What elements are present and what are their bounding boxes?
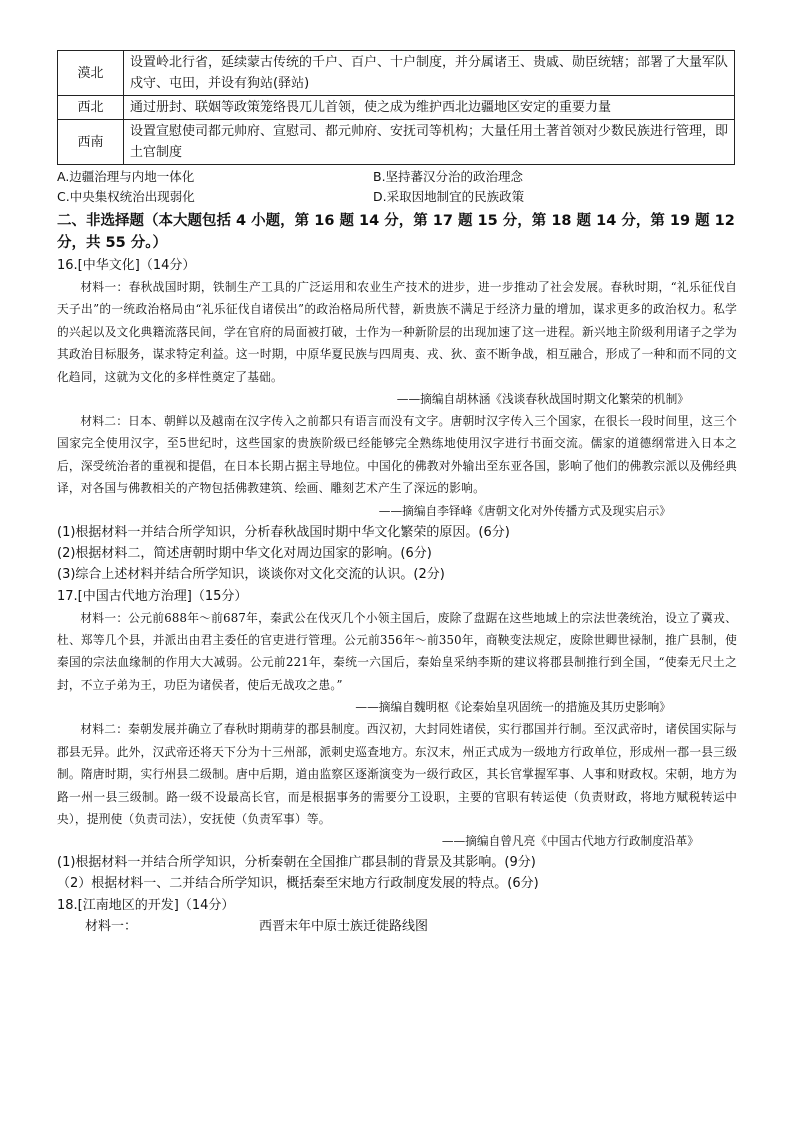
table-row: [58, 96, 735, 120]
q16-source-2: ——摘编自李铎峰《唐朝文化对外传播方式及现实启示》: [378, 503, 671, 518]
region-policy-table: [57, 50, 735, 165]
option-d: D.采取因地制宜的民族政策: [373, 189, 525, 204]
q17-material-2: 材料二：秦朝发展并确立了春秋时期萌芽的郡县制度。西汉初，大封同姓诸侯，实行郡国并行制。至汉武帝时，诸侯国实际与郡县无异。此外，汉武帝还将天下分为十三州部，派刺史巡查地方。东汉末，州正式成为一级地方行政单位，形成州一郡一县三级制。隋唐时期，实行州县二级制。唐中后期，道由监察区逐渐演变为一级行政区，其长官掌握军事、人事和财政权。宋朝，地方为路一州一县三级制。路一级不设最高长官，而是根据事务的需要分工设职，主要的官职有转运使（负责财政，将地方赋税转运中央），提刑使（负责司法），安抚使（负责军事）等。: [57, 722, 737, 826]
answer-options: [57, 167, 737, 207]
q17-subquestion-1: (1)根据材料一并结合所学知识，分析秦朝在全国推广郡县制的背景及其影响。(9分): [57, 855, 536, 871]
option-b: B.坚持蕃汉分治的政治理念: [373, 169, 524, 184]
q17-source-2: ——摘编自曾凡亮《中国古代地方行政制度沿革》: [441, 834, 699, 849]
q18-material-label: 材料一：: [85, 919, 138, 935]
table-row: [58, 51, 735, 96]
region-policy: 设置岭北行省，延续蒙古传统的千户、百户、十户制度，并分属诸王、贵戚、勋臣统辖；部署了大量军队戍守、屯田，并设有狗站(驿站): [124, 51, 735, 96]
section-heading: 二、非选择题（本大题包括 4 小题，第 16 题 14 分，第 17 题 15 分，第 18 题 14 分，第 19 题 12 分，共 55 分。）: [57, 213, 735, 251]
option-a: A.边疆治理与内地一体化: [57, 169, 195, 184]
region-name: 西北: [58, 96, 124, 120]
q17-source-1: ——摘编自魏明枢《论秦始皇巩固统一的措施及其历史影响》: [355, 700, 671, 715]
q18-material-1: [57, 916, 737, 938]
region-name: 西南: [58, 120, 124, 165]
q16-source-1: ——摘编自胡林涵《浅谈春秋战国时期文化繁荣的机制》: [396, 392, 689, 407]
question-18-title: 18.[江南地区的开发]（14分）: [57, 898, 235, 914]
option-c: C.中央集权统治出现弱化: [57, 189, 195, 204]
q17-material-1: 材料一：公元前688年～前687年，秦武公在伐灭几个小领主国后，废除了盘踞在这些地域上的宗法世袭统治，设立了冀戎、杜、郑等几个县，并派出由君主委任的官吏进行管理。公元前356年～前350年，商鞅变法规定，废除世卿世禄制，推广县制，使秦国的宗法血缘制的作用大大减弱。公元前221年，秦统一六国后，秦始皇采纳李斯的建议将郡县制推行到全国，“使秦无尺土之封，不立子弟为王，功臣为诸侯者，使后无战攻之患。”: [57, 610, 737, 692]
q16-subquestion-2: (2)根据材料二，简述唐朝时期中华文化对周边国家的影响。(6分): [57, 545, 432, 561]
q16-subquestion-3: (3)综合上述材料并结合所学知识，谈谈你对文化交流的认识。(2分): [57, 566, 445, 582]
region-name: 漠北: [58, 51, 124, 96]
table-row: [58, 120, 735, 165]
q16-subquestion-1: (1)根据材料一并结合所学知识，分析春秋战国时期中华文化繁荣的原因。(6分): [57, 524, 510, 540]
question-17-title: 17.[中国古代地方治理]（15分）: [57, 588, 248, 604]
exam-page: [57, 50, 737, 938]
q17-subquestion-2: （2）根据材料一、二并结合所学知识，概括秦至宋地方行政制度发展的特点。(6分): [57, 876, 539, 892]
question-16-title: 16.[中华文化]（14分）: [57, 258, 196, 273]
q16-material-2: 材料二：日本、朝鲜以及越南在汉字传入之前都只有语言而没有文字。唐朝时汉字传入三个国家，在很长一段时间里，这三个国家完全使用汉字，至5世纪时，这些国家的贵族阶级已经能够完全熟练地使用汉字进行书面交流。儒家的道德纲常进入日本之后，深受统治者的重视和提倡，在日本长期占据主导地位。中国化的佛教对外输出至东亚各国，影响了他们的佛教宗派以及佛经典译，对各国与佛教相关的产物包括佛教建筑、绘画、雕刻艺术产生了深远的影响。: [57, 414, 737, 496]
map-caption: 西晋末年中原士族迁徙路线图: [259, 919, 429, 935]
region-policy: 设置宣慰使司都元帅府、宣慰司、都元帅府、安抚司等机构；大量任用土著首领对少数民族进行管理，即土官制度: [124, 120, 735, 165]
q16-material-1: 材料一：春秋战国时期，铁制生产工具的广泛运用和农业生产技术的进步，进一步推动了社会发展。春秋时期，“礼乐征伐自天子出”的一统政治格局由“礼乐征伐自诸侯出”的政治格局所代替，新贵族不满足于经济力量的增加，谋求更多的政治权力。私学的兴起以及文化典籍流落民间，学在官府的局面被打破，士作为一种新阶层的出现加速了这一进程。新兴地主阶级利用诸子之学为其政治目标服务，谋求特定利益。这一时期，中原华夏民族与四周夷、戎、狄、蛮不断争战，相互融合，形成了一种和而不同的文化趋同，这就为文化的多样性奠定了基础。: [57, 280, 737, 384]
region-policy: 通过册封、联姻等政策笼络畏兀儿首领，使之成为维护西北边疆地区安定的重要力量: [124, 96, 735, 120]
